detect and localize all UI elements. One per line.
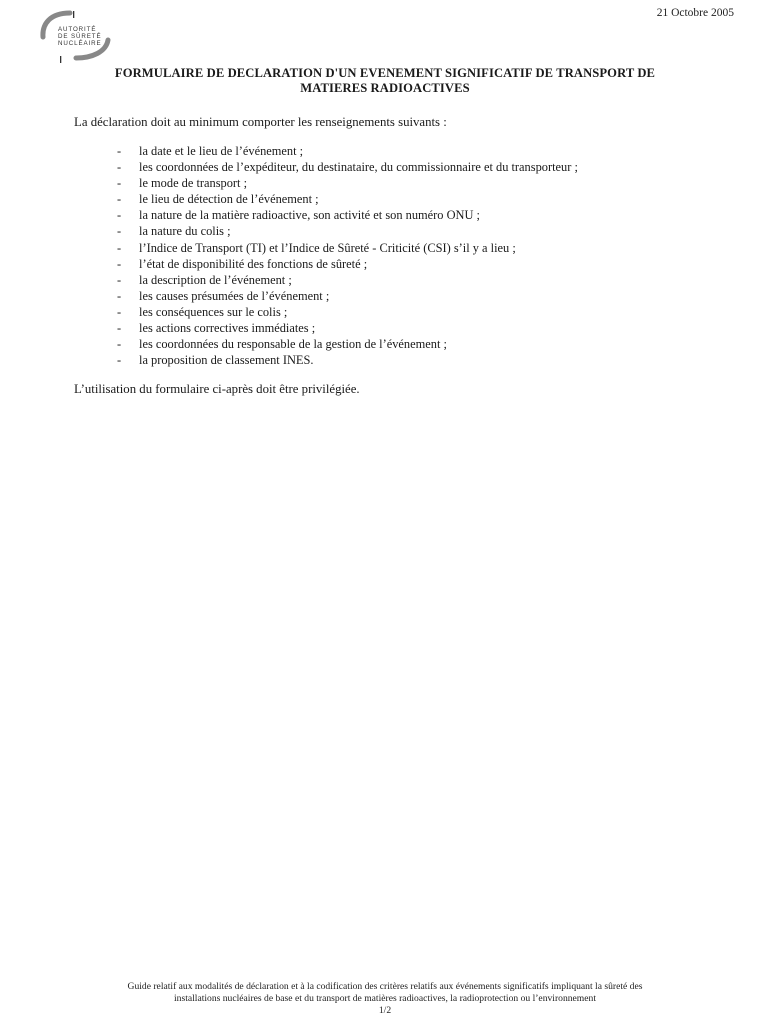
list-item-text: les coordonnées du responsable de la gestion de l’événement ; xyxy=(139,337,447,352)
list-item-text: la nature du colis ; xyxy=(139,224,231,239)
list-bullet: - xyxy=(117,272,122,287)
list-item xyxy=(117,320,578,336)
asn-logo-text xyxy=(58,26,102,47)
list-bullet: - xyxy=(117,176,122,191)
list-bullet: - xyxy=(117,304,122,319)
list-bullet: - xyxy=(117,192,122,207)
list-item xyxy=(117,352,578,368)
list-bullet: - xyxy=(117,256,122,271)
intro-paragraph: La déclaration doit au minimum comporter les renseignements suivants : xyxy=(74,115,447,129)
title-line: MATIERES RADIOACTIVES xyxy=(300,81,470,95)
list-item xyxy=(117,143,578,159)
list-item-text: la nature de la matière radioactive, son activité et son numéro ONU ; xyxy=(139,208,480,223)
requirements-list xyxy=(117,143,578,368)
list-bullet: - xyxy=(117,224,122,239)
list-item-text: le lieu de détection de l’événement ; xyxy=(139,192,319,207)
document-title xyxy=(60,66,710,96)
page-number: 1/2 xyxy=(378,1005,392,1017)
list-item xyxy=(117,288,578,304)
list-bullet: - xyxy=(117,337,122,352)
list-item-text: les conséquences sur le colis ; xyxy=(139,304,288,319)
list-bullet: - xyxy=(117,208,122,223)
logo-line: AUTORITÉ xyxy=(58,26,97,33)
list-bullet: - xyxy=(117,353,122,368)
list-item-text: les coordonnées de l’expéditeur, du destinataire, du commissionnaire et du transporteur ; xyxy=(139,160,578,175)
list-item xyxy=(117,223,578,239)
list-item-text: les causes présumées de l’événement ; xyxy=(139,288,330,303)
list-item-text: le mode de transport ; xyxy=(139,176,248,191)
list-item xyxy=(117,175,578,191)
list-item-text: l’état de disponibilité des fonctions de sûreté ; xyxy=(139,256,368,271)
closing-paragraph: L’utilisation du formulaire ci-après doit être privilégiée. xyxy=(74,382,360,396)
list-item-text: l’Indice de Transport (TI) et l’Indice de Sûreté - Criticité (CSI) s’il y a lieu ; xyxy=(139,240,516,255)
page-footer xyxy=(40,981,730,1018)
title-line: FORMULAIRE DE DECLARATION D'UN EVENEMENT SIGNIFICATIF DE TRANSPORT DE xyxy=(114,66,656,80)
list-item-text: la date et le lieu de l’événement ; xyxy=(139,144,304,158)
document-date: 21 Octobre 2005 xyxy=(656,7,734,19)
footer-line: Guide relatif aux modalités de déclaration et à la codification des critères relatifs aux événements significatifs impliquant la sûreté des xyxy=(127,981,643,992)
list-bullet: - xyxy=(117,240,122,255)
list-item xyxy=(117,207,578,223)
list-item xyxy=(117,336,578,352)
list-item xyxy=(117,159,578,175)
list-item-text: les actions correctives immédiates ; xyxy=(139,321,316,336)
list-item xyxy=(117,272,578,288)
list-bullet: - xyxy=(117,144,122,158)
list-item xyxy=(117,191,578,207)
list-item-text: la description de l’événement ; xyxy=(139,272,292,287)
list-bullet: - xyxy=(117,288,122,303)
footer-line: installations nucléaires de base et du transport de matières radioactives, la radioprotection ou l’environnement xyxy=(174,993,596,1005)
list-item-text: la proposition de classement INES. xyxy=(139,353,314,368)
logo-line: NUCLÉAIRE xyxy=(58,40,102,47)
logo-line: DE SÛRETÉ xyxy=(58,33,102,40)
list-item xyxy=(117,240,578,256)
list-item xyxy=(117,256,578,272)
asn-logo xyxy=(40,10,120,64)
list-item xyxy=(117,304,578,320)
list-bullet: - xyxy=(117,160,122,175)
list-bullet: - xyxy=(117,321,122,336)
